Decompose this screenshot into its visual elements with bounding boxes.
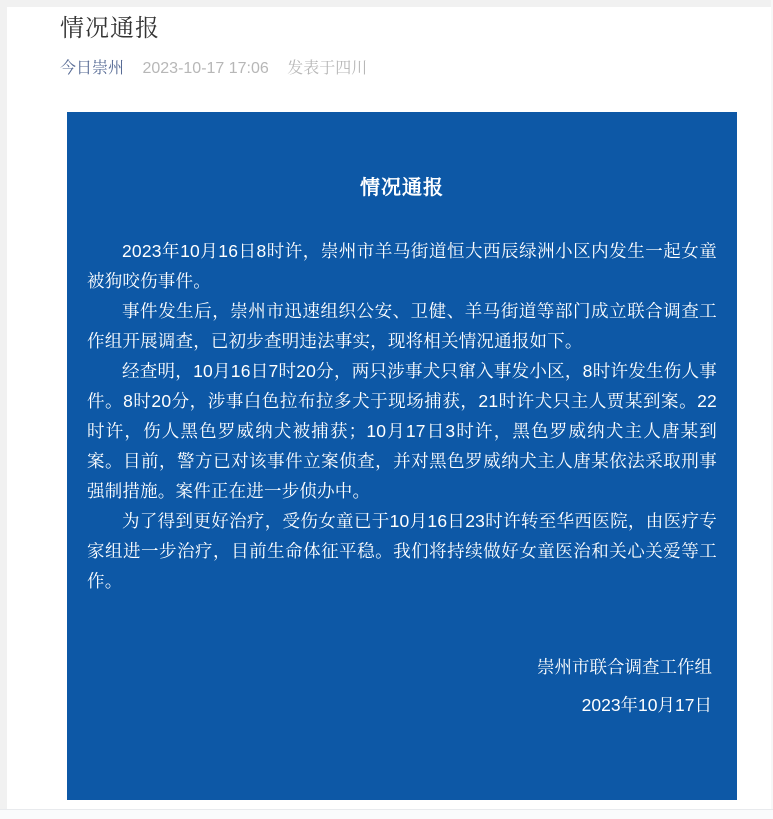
account-name-link[interactable]: 今日崇州 bbox=[60, 60, 125, 77]
page-frame-top bbox=[0, 0, 773, 7]
page-frame-bottom bbox=[0, 809, 773, 819]
article-title: 情况通报 bbox=[60, 15, 160, 42]
notice-paragraph: 2023年10月16日8时许，崇州市羊马街道恒大西辰绿洲小区内发生一起女童被狗咬伤事件。 bbox=[87, 241, 717, 291]
page-frame-left bbox=[0, 0, 7, 819]
notice-title: 情况通报 bbox=[360, 177, 444, 199]
notice-date: 2023年10月17日 bbox=[581, 695, 712, 715]
publish-time: 2023-10-17 17:06 bbox=[142, 60, 269, 77]
notice-body bbox=[67, 236, 737, 596]
notice-paragraph: 经查明，10月16日7时20分，两只涉事犬只窜入事发小区，8时许发生伤人事件。8时20分，涉事白色拉布拉多犬于现场捕获，21时许犬只主人贾某到案。22时许，伤人黑色罗威纳犬被捕获；10月17日3时许，黑色罗威纳犬主人唐某到案。目前，警方已对该事件立案侦查，并对黑色罗威纳犬主人唐某依法采取刑事强制措施。案件正在进一步侦办中。 bbox=[87, 361, 717, 501]
notice-paragraph: 事件发生后，崇州市迅速组织公安、卫健、羊马街道等部门成立联合调查工作组开展调查，已初步查明违法事实，现将相关情况通报如下。 bbox=[87, 301, 717, 351]
publish-location: 发表于四川 bbox=[287, 60, 368, 77]
article-byline bbox=[60, 58, 381, 80]
notice-board bbox=[67, 112, 737, 800]
notice-paragraph: 为了得到更好治疗，受伤女童已于10月16日23时许转至华西医院，由医疗专家组进一步治疗，目前生命体征平稳。我们将持续做好女童医治和关心关爱等工作。 bbox=[87, 511, 717, 591]
notice-signature-block bbox=[67, 648, 737, 724]
notice-signature: 崇州市联合调查工作组 bbox=[537, 657, 712, 677]
